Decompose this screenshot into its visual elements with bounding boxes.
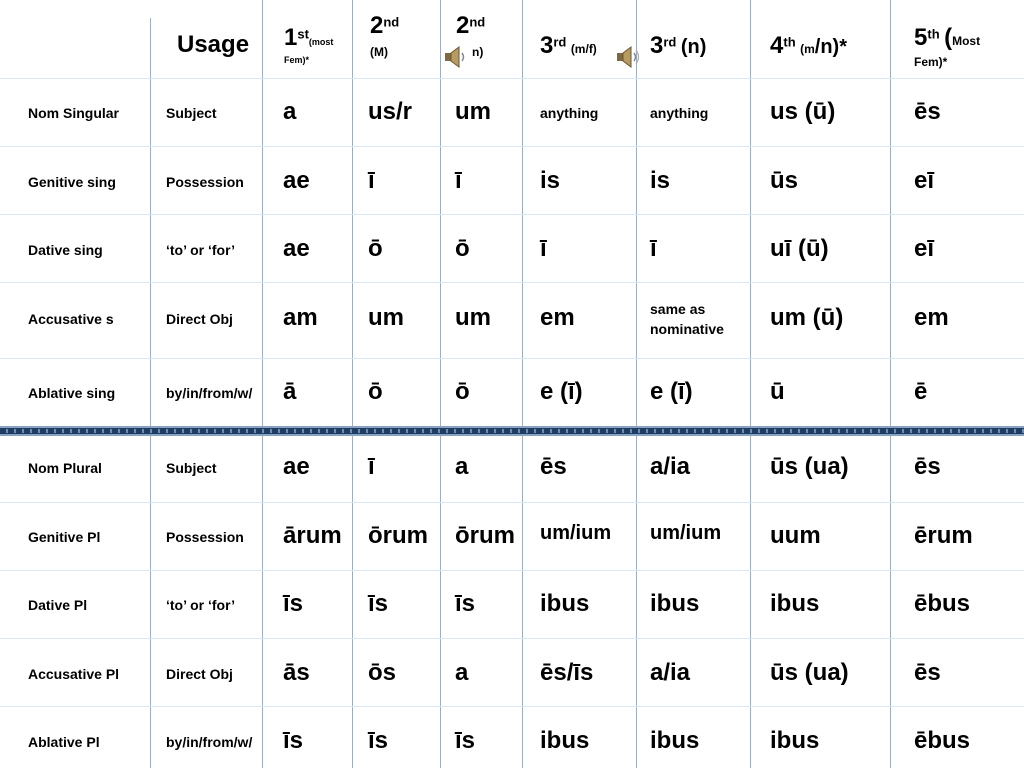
- ending-cell: ū: [770, 378, 785, 405]
- ending-cell: ī: [368, 167, 375, 194]
- column-divider: [750, 0, 751, 768]
- row-divider: [0, 706, 1024, 707]
- ending-cell: ō: [368, 235, 383, 262]
- ending-cell: īs: [283, 590, 304, 617]
- ending-cell: ūs: [770, 167, 799, 194]
- ending-cell: ēbus: [914, 727, 971, 754]
- divider-pattern: [0, 429, 1024, 433]
- ending-cell: īs: [368, 727, 389, 754]
- case-label: Accusative s: [28, 311, 114, 327]
- ending-cell: um: [455, 98, 491, 125]
- speaker-icon[interactable]: [614, 44, 640, 70]
- usage-label: Subject: [166, 460, 217, 476]
- ending-cell: ēbus: [914, 590, 971, 617]
- ending-cell: ibus: [540, 590, 590, 617]
- column-divider: [636, 0, 637, 768]
- ending-cell: ibus: [650, 590, 700, 617]
- ending-cell: em: [914, 304, 949, 331]
- ending-cell: am: [283, 304, 318, 331]
- ending-cell: eī: [914, 167, 935, 194]
- ending-cell: uum: [770, 522, 821, 549]
- case-label: Dative Pl: [28, 597, 88, 613]
- ending-cell: is: [540, 167, 561, 194]
- ending-cell: um: [368, 304, 404, 331]
- column-divider: [150, 18, 151, 768]
- column-divider: [440, 0, 441, 768]
- column-divider: [890, 0, 891, 768]
- ending-cell: ibus: [650, 727, 700, 754]
- header-decl2m: 2nd (M): [370, 12, 400, 59]
- ending-cell: is: [650, 167, 671, 194]
- case-label: Ablative sing: [28, 385, 116, 401]
- header-decl3mf: 3rd (m/f): [540, 32, 597, 59]
- case-label: Dative sing: [28, 242, 103, 258]
- ending-cell: ērum: [914, 522, 973, 549]
- case-label: Accusative Pl: [28, 666, 120, 682]
- ending-cell: a: [283, 98, 297, 125]
- ending-cell: ēs: [914, 98, 941, 125]
- ending-cell: ās: [283, 659, 310, 686]
- ending-cell: e (ī): [650, 378, 693, 405]
- ending-cell: ī: [455, 167, 462, 194]
- header-usage: Usage: [177, 31, 250, 58]
- ending-cell: ī: [540, 235, 547, 262]
- ending-cell: anything: [650, 105, 709, 121]
- ending-cell: us (ū): [770, 98, 836, 125]
- column-divider: [352, 0, 353, 768]
- ending-cell: us/r: [368, 98, 413, 125]
- speaker-icon[interactable]: [442, 44, 468, 70]
- usage-label: Possession: [166, 174, 244, 190]
- ending-cell: īs: [455, 590, 476, 617]
- ending-cell: eī: [914, 235, 935, 262]
- header-decl1: 1st(most Fem)*: [284, 24, 334, 65]
- header-decl3n: 3rd (n): [650, 32, 707, 59]
- ending-cell: ī: [650, 235, 657, 262]
- usage-label: Direct Obj: [166, 666, 233, 682]
- ending-cell: ōrum: [455, 522, 515, 549]
- case-label: Ablative Pl: [28, 734, 100, 750]
- ending-cell: ūs (ua): [770, 453, 849, 480]
- ending-cell: ae: [283, 235, 310, 262]
- ending-cell: ēs: [914, 453, 941, 480]
- ending-cell: ā: [283, 378, 297, 405]
- ending-cell: a: [455, 659, 469, 686]
- ending-cell: a/ia: [650, 453, 691, 480]
- ending-cell: anything: [540, 105, 599, 121]
- ending-cell: ōrum: [368, 522, 428, 549]
- ending-cell: a/ia: [650, 659, 691, 686]
- ending-cell: e (ī): [540, 378, 583, 405]
- ending-cell: ibus: [770, 727, 820, 754]
- case-label: Nom Singular: [28, 105, 120, 121]
- ending-cell: ibus: [770, 590, 820, 617]
- usage-label: by/in/from/w/: [166, 385, 253, 401]
- ending-cell: a: [455, 453, 469, 480]
- ending-cell: ō: [455, 378, 470, 405]
- header-decl2n: 2nd n): [456, 12, 486, 59]
- case-label: Genitive sing: [28, 174, 116, 190]
- case-label: Nom Plural: [28, 460, 102, 476]
- ending-cell: ae: [283, 167, 310, 194]
- ending-cell: ēs: [914, 659, 941, 686]
- ending-cell: īs: [455, 727, 476, 754]
- row-divider: [0, 638, 1024, 639]
- row-divider: [0, 146, 1024, 147]
- usage-label: Possession: [166, 529, 244, 545]
- usage-label: by/in/from/w/: [166, 734, 253, 750]
- row-divider: [0, 358, 1024, 359]
- ending-cell: ōs: [368, 659, 397, 686]
- ending-cell: ē: [914, 378, 928, 405]
- row-divider: [0, 502, 1024, 503]
- usage-label: Direct Obj: [166, 311, 233, 327]
- ending-cell: ēs/īs: [540, 659, 594, 686]
- ending-cell: ae: [283, 453, 310, 480]
- column-divider: [522, 0, 523, 768]
- ending-cell: same as nominative: [650, 301, 724, 337]
- row-divider: [0, 78, 1024, 79]
- ending-cell: ī: [368, 453, 375, 480]
- ending-cell: ō: [455, 235, 470, 262]
- ending-cell: ibus: [540, 727, 590, 754]
- usage-label: ‘to’ or ‘for’: [166, 597, 235, 613]
- row-divider: [0, 282, 1024, 283]
- ending-cell: um: [455, 304, 491, 331]
- ending-cell: ō: [368, 378, 383, 405]
- usage-label: Subject: [166, 105, 217, 121]
- ending-cell: ārum: [283, 522, 342, 549]
- usage-label: ‘to’ or ‘for’: [166, 242, 235, 258]
- ending-cell: um/ium: [650, 522, 722, 544]
- header-decl4: 4th (m/n)*: [770, 32, 847, 59]
- ending-cell: em: [540, 304, 575, 331]
- column-divider: [262, 0, 263, 768]
- ending-cell: ēs: [540, 453, 567, 480]
- ending-cell: um/ium: [540, 522, 612, 544]
- header-decl5: 5th (Most Fem)*: [914, 24, 981, 69]
- ending-cell: īs: [368, 590, 389, 617]
- row-divider: [0, 214, 1024, 215]
- ending-cell: īs: [283, 727, 304, 754]
- ending-cell: ūs (ua): [770, 659, 849, 686]
- ending-cell: um (ū): [770, 304, 844, 331]
- case-label: Genitive Pl: [28, 529, 101, 545]
- ending-cell: uī (ū): [770, 235, 829, 262]
- row-divider: [0, 570, 1024, 571]
